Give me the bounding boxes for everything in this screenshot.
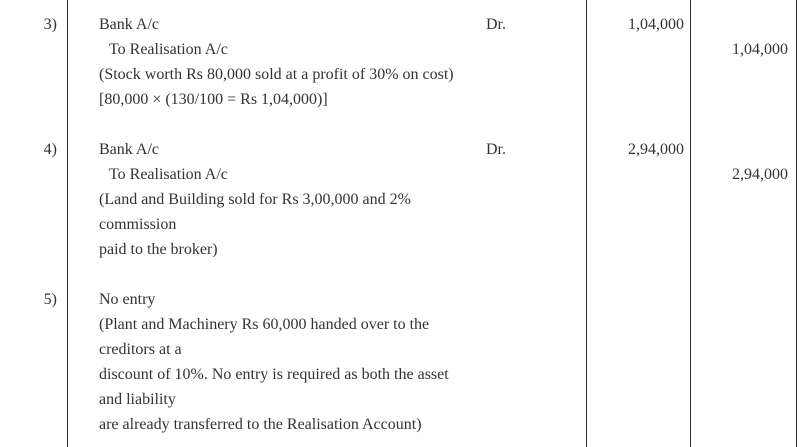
entry-number: 5) (43, 291, 57, 308)
column-divider (796, 0, 797, 447)
credit-account: To Realisation A/c (109, 41, 228, 58)
column-divider (67, 0, 68, 447)
credit-account: To Realisation A/c (109, 166, 228, 183)
debit-amount: 1,04,000 (628, 16, 684, 33)
dr-label: Dr. (486, 16, 506, 33)
narration-line: commission (99, 216, 177, 233)
credit-amount: 2,94,000 (732, 166, 788, 183)
narration-line: [80,000 × (130/100 = Rs 1,04,000)] (99, 91, 328, 108)
dr-label: Dr. (486, 141, 506, 158)
credit-amount: 1,04,000 (732, 41, 788, 58)
column-divider (586, 0, 587, 447)
column-divider (690, 0, 691, 447)
narration-line: paid to the broker) (99, 241, 218, 258)
narration-line: creditors at a (99, 341, 182, 358)
entry-number: 3) (43, 16, 57, 33)
narration-line: and liability (99, 391, 176, 408)
narration-line: (Land and Building sold for Rs 3,00,000 and 2% (99, 191, 411, 208)
debit-amount: 2,94,000 (628, 141, 684, 158)
debit-account: No entry (99, 291, 156, 308)
debit-account: Bank A/c (99, 141, 159, 158)
narration-line: (Plant and Machinery Rs 60,000 handed over to the (99, 316, 430, 333)
narration-line: are already transferred to the Realisation Account) (99, 416, 422, 433)
narration-line: (Stock worth Rs 80,000 sold at a profit of 30% on cost) (99, 66, 454, 83)
narration-line: discount of 10%. No entry is required as both the asset (99, 366, 449, 383)
debit-account: Bank A/c (99, 16, 159, 33)
entry-number: 4) (43, 141, 57, 158)
